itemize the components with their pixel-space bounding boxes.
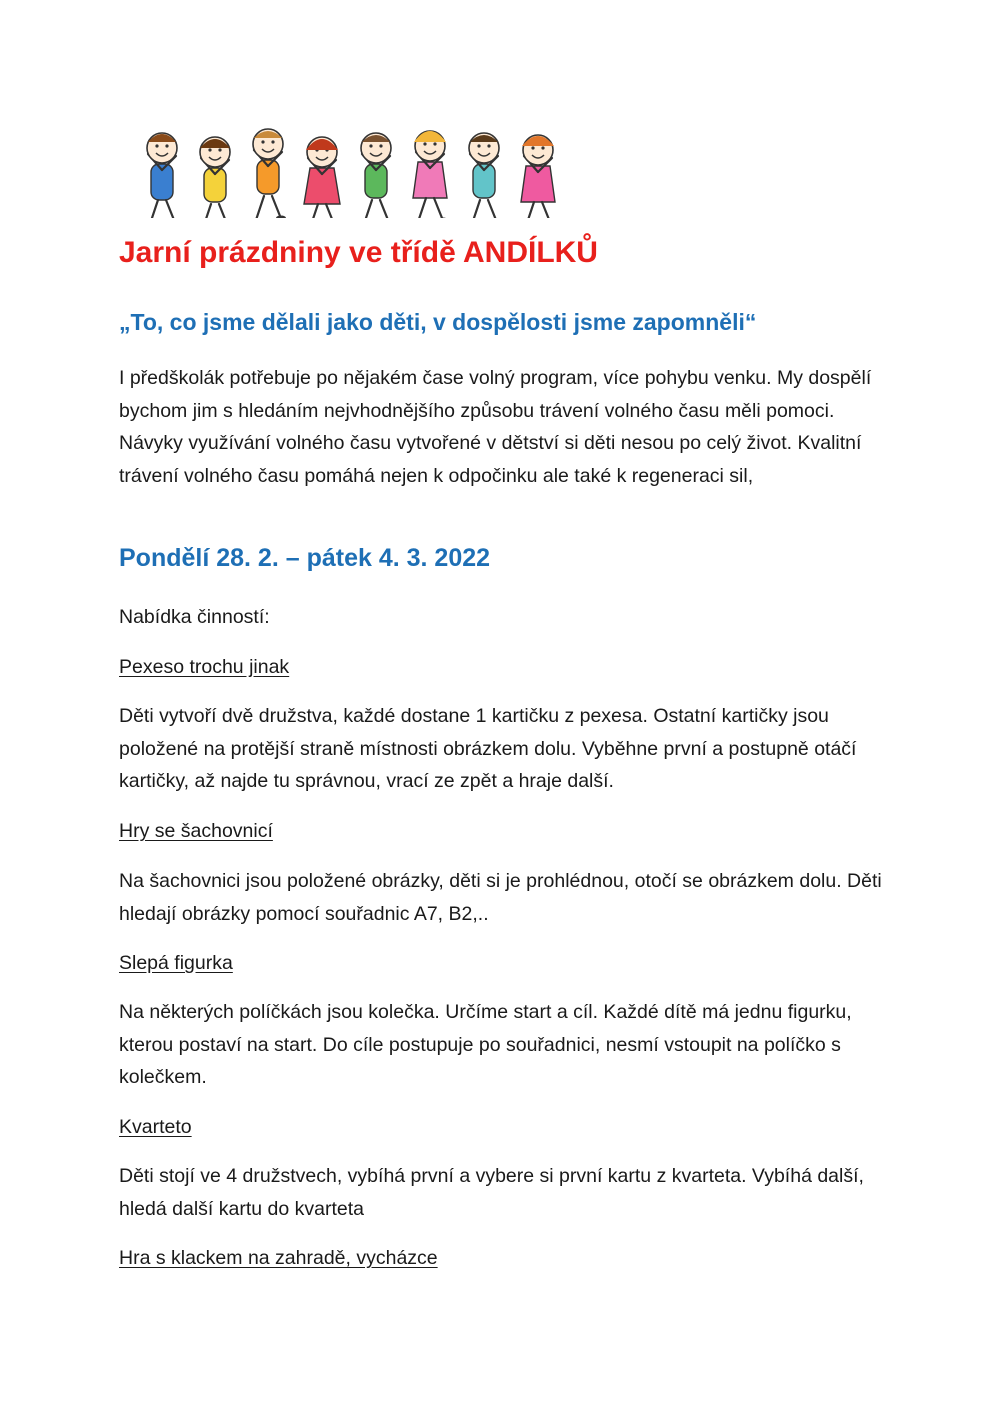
activity-description: Na šachovnici jsou položené obrázky, děti si je prohlédnou, otočí se obrázkem dolu. Děti hledají obrázky pomocí souřadnic A7, B2,.. [119,870,882,925]
motto-quote: „To, co jsme dělali jako děti, v dospělosti jsme zapomněli“ [119,309,757,335]
dancing-children-illustration [130,118,570,218]
activity-title: Pexeso trochu jinak [119,656,290,678]
activity-title: Slepá figurka [119,952,233,974]
activity-description: Děti stojí ve 4 družstvech, vybíhá první a vybere si první kartu z kvarteta. Vybíhá další, hledá další kartu do kvarteta [119,1165,864,1220]
activity-description: Děti vytvoří dvě družstva, každé dostane 1 kartičku z pexesa. Ostatní kartičky jsou položené na protější straně místnosti obrázkem dolu. Vyběhne první a postupně otáčí kartičky, až najde tu správnou, vrací ze zpět a hraje další. [119,705,857,793]
offer-label: Nabídka činností: [119,606,270,628]
intro-paragraph: I předškolák potřebuje po nějakém čase volný program, více pohybu venku. My dospělí bychom jim s hledáním nejvhodnějšího způsobu trávení volného času měli pomoci. Návyky využívání volného času vytvořené v dětství si děti nesou po celý život. Kvalitní trávení volného času pomáhá nejen k odpočinku ale také k regeneraci sil, [119,367,872,487]
activity-title: Kvarteto [119,1116,192,1138]
activity-title: Hra s klackem na zahradě, vycházce [119,1247,438,1269]
activity-title: Hry se šachovnicí [119,820,273,842]
page-title: Jarní prázdniny ve třídě ANDÍLKŮ [119,236,598,269]
date-range-heading: Pondělí 28. 2. – pátek 4. 3. 2022 [119,544,491,572]
activity-description: Na některých políčkách jsou kolečka. Určíme start a cíl. Každé dítě má jednu figurku, kterou postaví na start. Do cíle postupuje po souřadnici, nesmí vstoupit na políčko s kolečkem. [119,1001,852,1089]
